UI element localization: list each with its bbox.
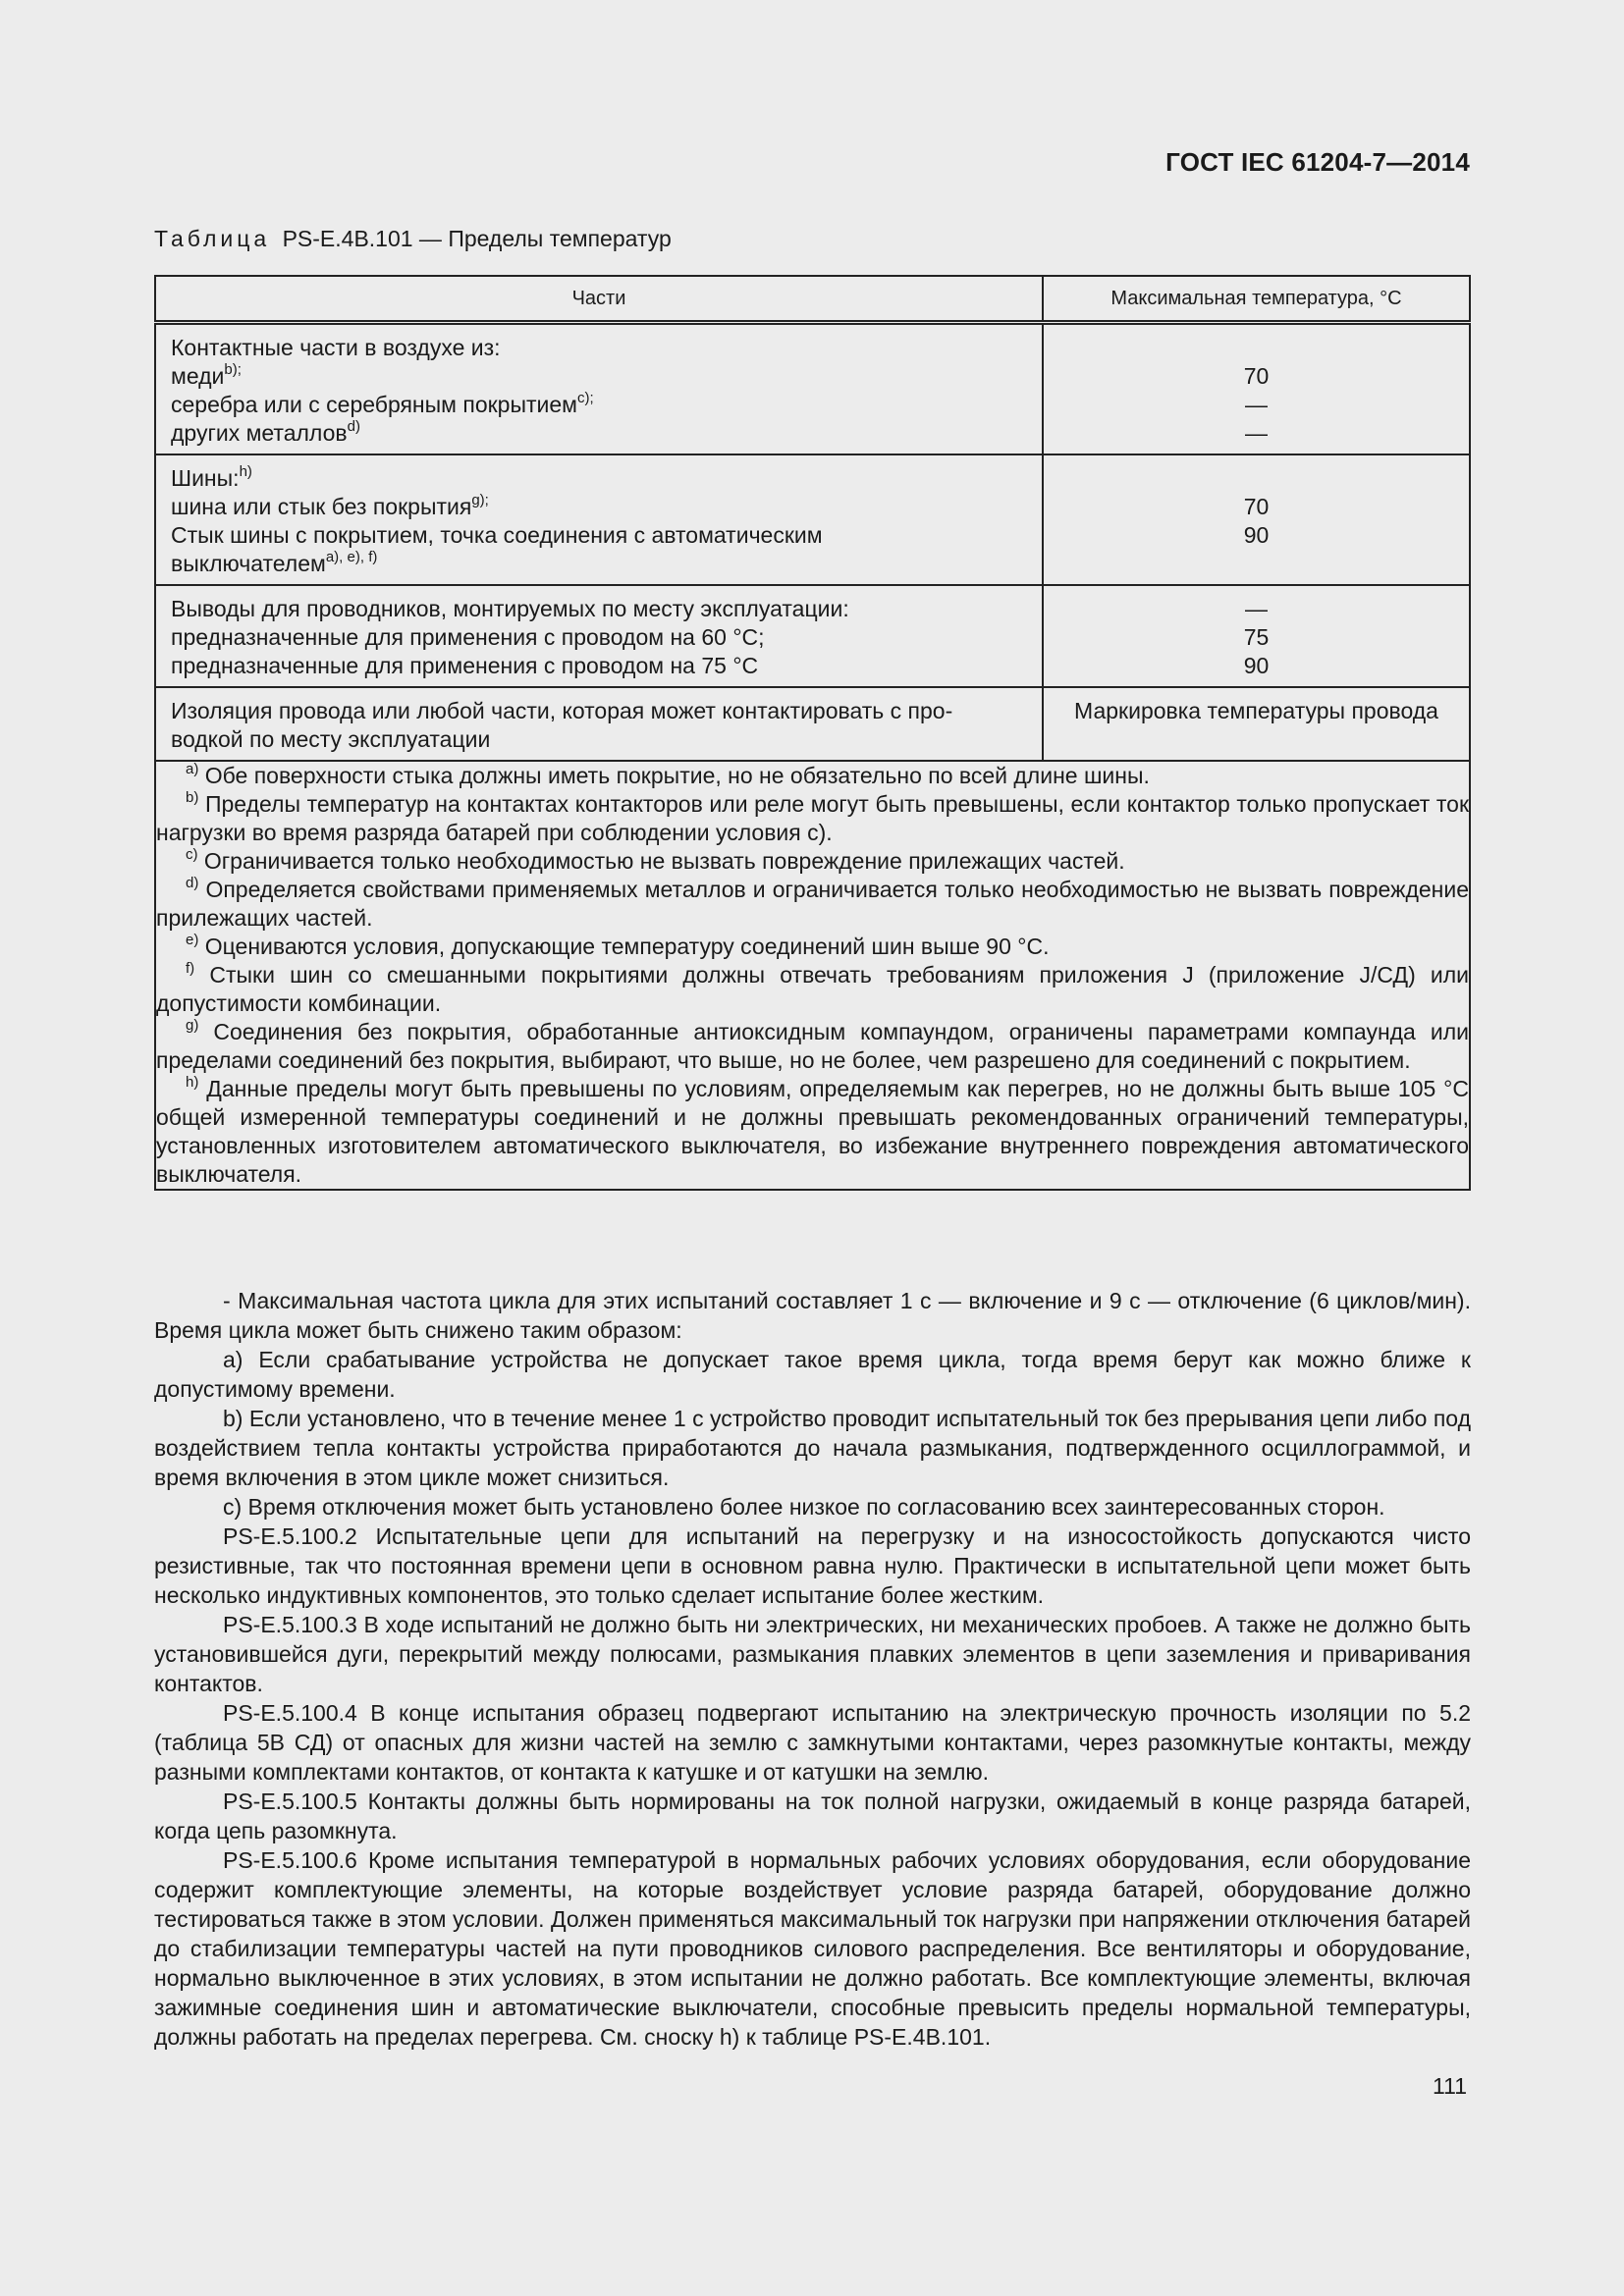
row-value-cell: [1043, 454, 1470, 585]
row-parts-cell: [155, 687, 1043, 761]
table-row: [155, 454, 1470, 585]
row-line: Изоляция провода или любой части, которая может контактировать с про-: [171, 698, 953, 723]
page-number: 111: [1433, 2073, 1467, 2099]
footnote: $^{c)}$ Ограничивается только необходимостью не вызвать повреждение прилежащих частей.: [186, 846, 1125, 874]
row-line: серебра или с серебряным покрытием$^{c);}$: [171, 390, 594, 417]
row-line: предназначенные для применения с проводом на 60 °С;: [171, 624, 765, 650]
table-row: [155, 585, 1470, 687]
paragraph: b) Если установлено, что в течение менее 1 с устройство проводит испытательный ток без прерывания цепи либо под воздействием тепла контакты устройства приработаются до начала размыкания, подтвержденного осциллограммой, и время включения в этом цикле может снизиться.: [154, 1406, 1471, 1490]
value-line: —: [1245, 420, 1268, 446]
paragraph: а) Если срабатывание устройства не допускает такое время цикла, тогда время берут как можно ближе к допустимому времени.: [154, 1347, 1471, 1402]
footnote: $^{g)}$ Соединения без покрытия, обработанные антиоксидным компаундом, ограничены параметрами компаунда или пределами соединений без покрытия, выбирают, что выше, но не более, чем разрешено для соединений с покрытием.: [156, 1017, 1469, 1073]
table-caption-text: PS-E.4B.101 — Пределы температур: [282, 226, 672, 251]
value-line: 70: [1243, 494, 1270, 519]
paragraph: PS-E.5.100.4 В конце испытания образец подвергают испытанию на электрическую прочность изоляции по 5.2 (таблица 5В СД) от опасных для жизни частей на землю с замкнутыми контактами, через разомкнутые контакты, между разными комплектами контактов, от контакта к катушке и от катушки на землю.: [154, 1700, 1471, 1785]
footnote: $^{e)}$ Оцениваются условия, допускающие температуру соединений шин выше 90 °С.: [186, 932, 1050, 959]
paragraph: PS-E.5.100.2 Испытательные цепи для испытаний на перегрузку и на износостойкость допускаются чисто резистивные, так что постоянная времени цепи в основном равна нулю. Практически в испытательной цепи может быть несколько индуктивных компонентов, это только сделает испытание более жестким.: [154, 1523, 1471, 1608]
body-text: [154, 1286, 1471, 2052]
value-line: 90: [1243, 522, 1270, 548]
paragraph: PS-E.5.100.5 Контакты должны быть нормированы на ток полной нагрузки, ожидаемый в конце разряда батарей, когда цепь разомкнута.: [154, 1789, 1471, 1843]
table-row: [155, 323, 1470, 455]
row-value-cell: [1043, 585, 1470, 687]
value-line: —: [1245, 596, 1268, 621]
value-line: [1044, 464, 1469, 493]
footnote: $^{h)}$ Данные пределы могут быть превышены по условиям, определяемым как перегрев, но не должны быть выше 105 °С общей измеренной температуры соединений и не должны превышать рекомендованных ограничений температуры, установленных изготовителем автоматического выключателя, во избежание внутреннего повреждения автоматического выключателя.: [156, 1074, 1469, 1187]
row-value-cell: [1043, 323, 1470, 455]
value-line: 70: [1243, 363, 1270, 389]
value-line: [1044, 334, 1469, 362]
row-line: выключателем$^{a), e), f)}$: [171, 549, 378, 576]
paragraph: PS-E.5.100.3 В ходе испытаний не должно быть ни электрических, ни механических пробоев. А также не должно быть установившейся дуги, перекрытий между полюсами, размыкания плавких элементов в цепи заземления и приваривания контактов.: [154, 1612, 1471, 1696]
value-line: 90: [1243, 653, 1270, 678]
footnote: $^{f)}$ Стыки шин со смешанными покрытиями должны отвечать требованиям приложения J (приложение J/СД) или допустимости комбинации.: [156, 960, 1470, 1016]
column-header-parts: Части: [155, 276, 1043, 323]
value-line: Маркировка температуры провода: [1074, 698, 1438, 723]
temperature-limits-table: [154, 275, 1471, 1191]
row-line: меди$^{b);}$: [171, 361, 242, 389]
paragraph: PS-E.5.100.6 Кроме испытания температурой в нормальных рабочих условиях оборудования, если оборудование содержит комплектующие элементы, на которые воздействует условие разряда батарей, оборудование должно тестироваться также в этом условии. Должен применяться максимальный ток нагрузки при напряжении отключения батарей до стабилизации температуры частей на пути проводников силового распределения. Все вентиляторы и оборудование, нормально выключенное в этих условиях, в этом испытании не должно работать. Все комплектующие элементы, включая зажимные соединения шин и автоматические выключатели, способные превысить пределы нормальной температуры, должны работать на пределах перегрева. См. сноску h) к таблице PS-E.4B.101.: [154, 1847, 1471, 2050]
table-row: [155, 687, 1470, 761]
table-caption-label: Таблица: [154, 226, 271, 251]
row-line: шина или стык без покрытия$^{g);}$: [171, 492, 489, 519]
standard-designation: ГОСТ IEC 61204-7—2014: [1165, 147, 1470, 177]
value-line: 75: [1243, 624, 1270, 650]
value-line: —: [1245, 392, 1268, 417]
table-header-row: [155, 276, 1470, 323]
paragraph: с) Время отключения может быть установлено более низкое по согласованию всех заинтересованных сторон.: [223, 1494, 1385, 1520]
row-line: Шины:$^{h)}$: [171, 463, 252, 491]
row-line: Стык шины с покрытием, точка соединения с автоматическим: [171, 522, 823, 548]
row-parts-cell: [155, 323, 1043, 455]
row-parts-cell: [155, 585, 1043, 687]
row-parts-cell: [155, 454, 1043, 585]
row-line: Выводы для проводников, монтируемых по месту эксплуатации:: [171, 596, 849, 621]
footnote: $^{d)}$ Определяется свойствами применяемых металлов и ограничивается только необходимостью не вызвать повреждение прилежащих частей.: [156, 875, 1470, 931]
row-line: других металлов$^{d)}$: [171, 418, 360, 446]
paragraph: - Максимальная частота цикла для этих испытаний составляет 1 с — включение и 9 с — отключение (6 циклов/мин). Время цикла может быть снижено таким образом:: [154, 1288, 1471, 1343]
table-caption: [154, 226, 672, 252]
table-footnotes-row: [155, 761, 1470, 1190]
row-line: водкой по месту эксплуатации: [171, 726, 491, 752]
column-header-max-temp: Максимальная температура, °C: [1043, 276, 1470, 323]
row-value-cell: [1043, 687, 1470, 761]
row-line: Контактные части в воздухе из:: [171, 335, 501, 360]
footnote: $^{b)}$ Пределы температур на контактах контакторов или реле могут быть превышены, если контактор только пропускает ток нагрузки во время разряда батарей при соблюдении условия с).: [156, 789, 1470, 845]
footnotes-cell: [155, 761, 1470, 1190]
row-line: предназначенные для применения с проводом на 75 °С: [171, 653, 759, 678]
footnote: $^{a)}$ Обе поверхности стыка должны иметь покрытие, но не обязательно по всей длине шины.: [186, 761, 1150, 788]
